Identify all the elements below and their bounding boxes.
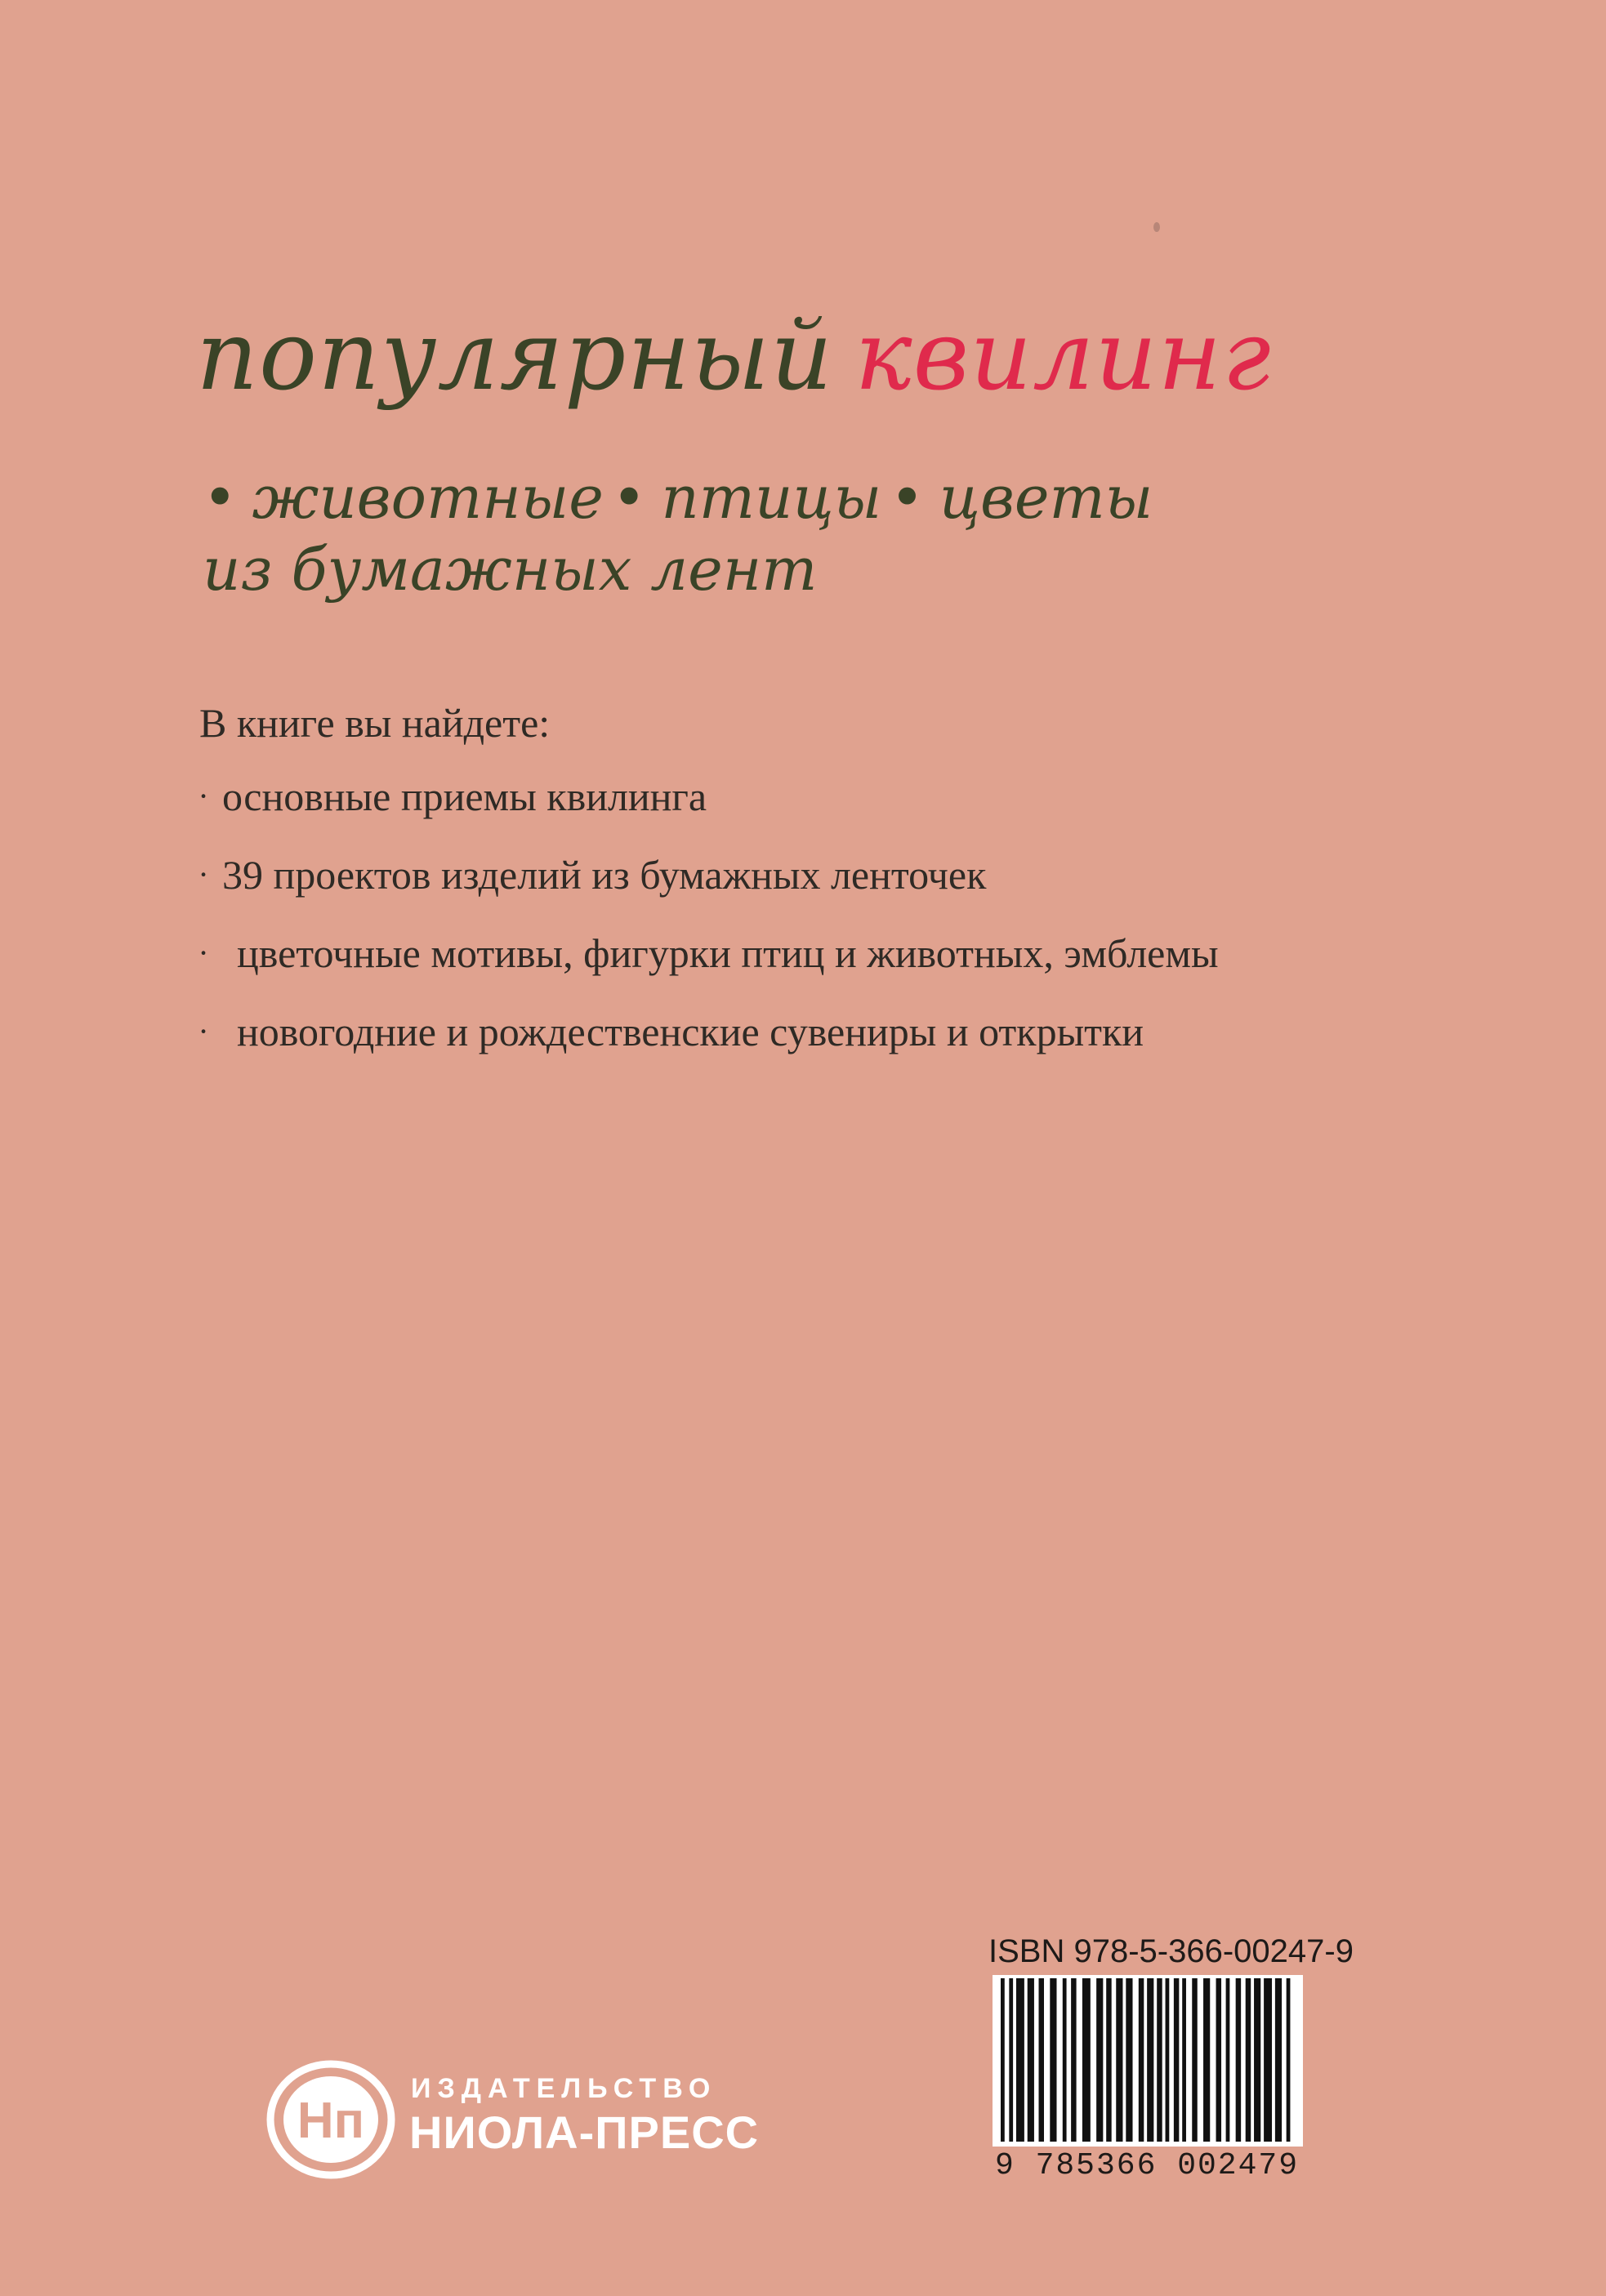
subtitle-line-2: из бумажных лент	[203, 535, 818, 604]
subtitle-item: цветы	[939, 463, 1153, 532]
bullet-dot: ·	[198, 856, 209, 893]
barcode-bar	[1106, 1978, 1111, 2142]
isbn-text: ISBN 978-5-366-00247-9	[988, 1933, 1354, 1969]
bullet-dot: ·	[198, 778, 209, 814]
publisher-name: НИОЛА-ПРЕСС	[409, 2107, 760, 2158]
list-item	[191, 850, 1219, 929]
list-item	[191, 929, 1219, 1007]
publisher-logo	[265, 2058, 760, 2181]
title-word-popular: популярный	[196, 299, 834, 412]
barcode-bar	[1236, 1978, 1241, 2142]
barcode-bar	[1157, 1978, 1162, 2142]
bullet-dot: ·	[198, 934, 209, 971]
bullet-dot: •	[611, 463, 647, 532]
list-item	[191, 772, 1219, 850]
barcode-bar	[1192, 1978, 1197, 2142]
barcode-bar	[1071, 1978, 1076, 2142]
barcode-bar	[1275, 1978, 1282, 2142]
emblem-letters: Нп	[297, 2093, 365, 2149]
bullet-dot: •	[203, 463, 238, 532]
feature-text: 39 проектов изделий из бумажных ленточек	[222, 852, 987, 898]
barcode-bar	[1174, 1978, 1179, 2142]
barcode-bar	[1264, 1978, 1272, 2142]
feature-text: цветочные мотивы, фигурки птиц и животных, эмблемы	[237, 930, 1219, 976]
intro-text: В книге вы найдете:	[199, 700, 551, 746]
book-subtitle	[203, 461, 1153, 605]
barcode-bar	[1096, 1978, 1103, 2142]
print-speck	[1153, 222, 1160, 232]
barcode-bar	[1147, 1978, 1153, 2142]
barcode-bar	[1287, 1978, 1291, 2142]
barcode-bar	[1116, 1978, 1122, 2142]
feature-text: основные приемы квилинга	[222, 774, 707, 819]
barcode-bar	[1009, 1978, 1013, 2142]
barcode-bar	[1226, 1978, 1230, 2142]
publisher-emblem-icon	[265, 2058, 396, 2181]
barcode-bar	[1082, 1978, 1091, 2142]
barcode-bar	[1166, 1978, 1170, 2142]
barcode-bar	[1063, 1978, 1067, 2142]
barcode-bar	[1203, 1978, 1210, 2142]
barcode-icon	[993, 1975, 1303, 2147]
feature-list	[191, 772, 1219, 1086]
publisher-label: ИЗДАТЕЛЬСТВО	[411, 2073, 717, 2104]
book-title	[196, 298, 1272, 412]
bullet-dot: ·	[198, 1013, 209, 1050]
subtitle-item: животные	[252, 463, 604, 532]
list-item	[191, 1007, 1219, 1086]
title-word-quilling: квилинг	[854, 299, 1272, 412]
barcode-bar	[1246, 1978, 1251, 2142]
subtitle-item: птицы	[661, 463, 882, 532]
barcode-bar	[1216, 1978, 1221, 2142]
feature-text: новогодние и рождественские сувениры и открытки	[237, 1009, 1144, 1054]
barcode-bar	[1050, 1978, 1056, 2142]
barcode-bar	[1182, 1978, 1186, 2142]
barcode-bar	[1254, 1978, 1260, 2142]
barcode-bar	[1126, 1978, 1132, 2142]
barcode-bar	[1139, 1978, 1144, 2142]
barcode-bar	[1001, 1978, 1005, 2142]
subtitle-line-1	[203, 461, 1153, 533]
barcode-bar	[1039, 1978, 1044, 2142]
barcode-bar	[1028, 1978, 1034, 2142]
bullet-dot: •	[890, 463, 925, 532]
barcode-bar	[1016, 1978, 1024, 2142]
barcode-number: 9 785366 002479	[994, 2148, 1300, 2183]
